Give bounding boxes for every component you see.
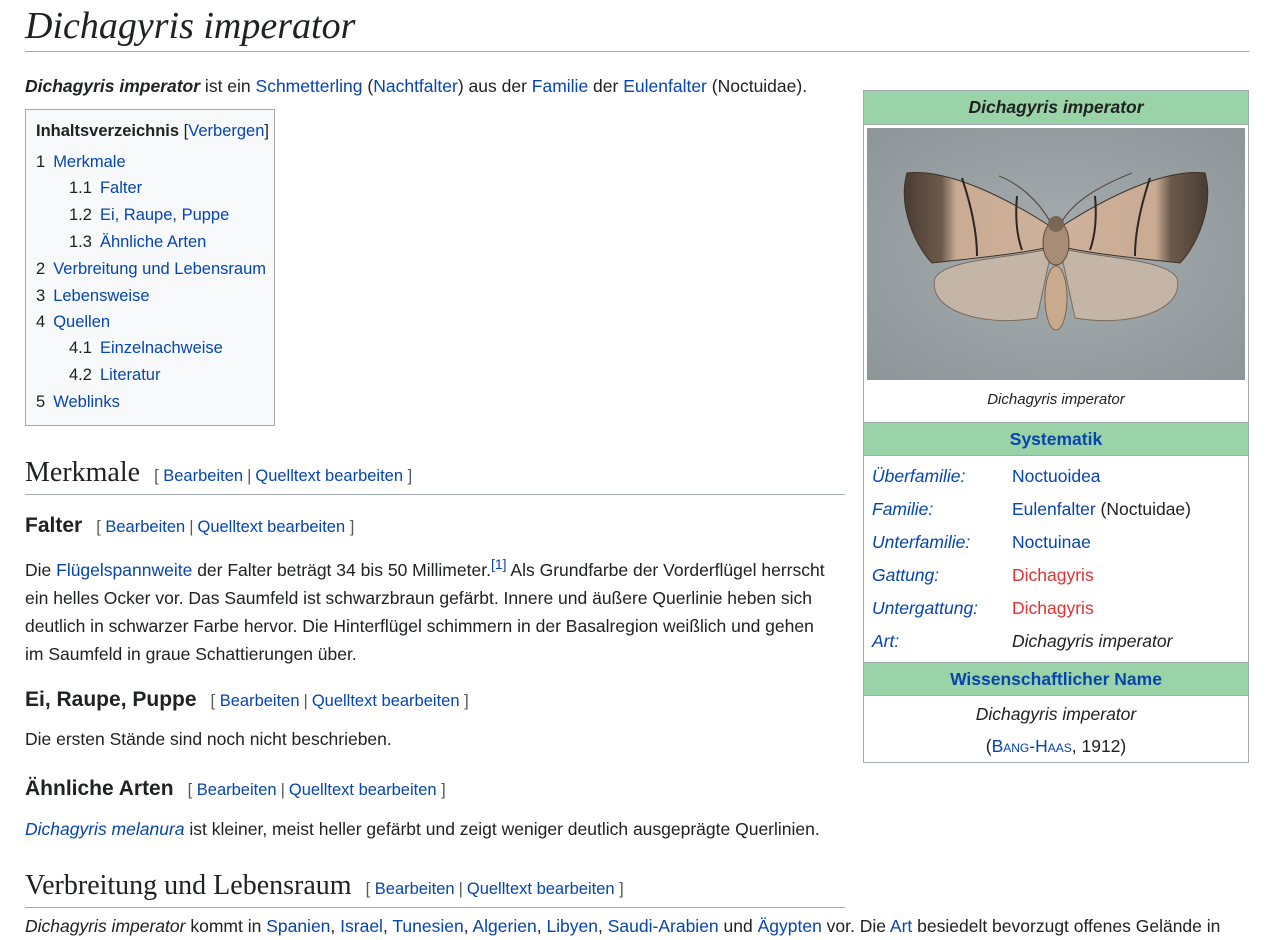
edit-button[interactable]: Bearbeiten [219,692,300,710]
link-fluegelspannweite[interactable]: Flügelspannweite [56,559,193,580]
edit-section-links: [ Bearbeiten | Quelltext bearbeiten ] [96,518,355,536]
intro-bold-name: Dichagyris imperator [25,76,201,96]
toc-toggle-button[interactable]: Verbergen [188,122,265,140]
toc-item-lebensweise[interactable]: 3 Lebensweise [36,287,150,305]
link-libyen[interactable]: Libyen [546,916,599,936]
infobox-title: Dichagyris imperator [864,91,1248,125]
toc-item-ei-raupe-puppe[interactable]: 1.2 Ei, Raupe, Puppe [69,206,230,224]
taxon-row-untergattung: Untergattung: Dichagyris [872,598,1094,618]
link-eulenfalter[interactable]: Eulenfalter [623,76,707,96]
link-schmetterling[interactable]: Schmetterling [255,76,363,96]
toc-item-einzelnachweise[interactable]: 4.1 Einzelnachweise [69,339,223,357]
toc-item-aehnliche-arten[interactable]: 1.3 Ähnliche Arten [69,233,207,251]
link-nachtfalter[interactable]: Nachtfalter [373,76,458,96]
edit-source-button[interactable]: Quelltext bearbeiten [466,880,615,898]
toc-item-literatur[interactable]: 4.2 Literatur [69,366,161,384]
systematik-header[interactable]: Systematik [864,422,1248,456]
taxon-row-ueberfamilie: Überfamilie: Noctuoidea [872,466,1101,486]
edit-button[interactable]: Bearbeiten [163,467,244,485]
heading-aehnliche-arten: Ähnliche Arten [ Bearbeiten | Quelltext bearbeiten ] [25,777,446,800]
edit-source-button[interactable]: Quelltext bearbeiten [311,692,460,710]
scientific-name: Dichagyris imperator [975,704,1137,724]
edit-section-links: [ Bearbeiten | Quelltext bearbeiten ] [210,692,469,710]
toc-item-verbreitung[interactable]: 2 Verbreitung und Lebensraum [36,260,267,278]
intro-paragraph: Dichagyris imperator ist ein Schmetterling (Nachtfalter) aus der Familie der Eulenfalter (Noctuidae). [25,76,808,96]
edit-source-button[interactable]: Quelltext bearbeiten [288,781,437,799]
link-dichagyris-melanura[interactable]: Dichagyris melanura [25,819,185,839]
heading-verbreitung: Verbreitung und Lebensraum [ Bearbeiten | Quelltext bearbeiten ] [25,868,845,908]
author-citation: (Bang-Haas, 1912) [985,736,1127,756]
link-israel[interactable]: Israel [340,916,383,936]
toc-title: Inhaltsverzeichnis [Verbergen] [36,122,269,140]
ei-paragraph: Die ersten Stände sind noch nicht beschrieben. [25,729,392,749]
edit-button[interactable]: Bearbeiten [196,781,277,799]
link-spanien[interactable]: Spanien [266,916,331,936]
reference-link[interactable]: [1] [490,556,507,572]
link-art[interactable]: Art [889,916,913,936]
link-tunesien[interactable]: Tunesien [392,916,464,936]
page-title: Dichagyris imperator [25,2,1249,52]
edit-section-links: [ Bearbeiten | Quelltext bearbeiten ] [154,467,413,485]
toc-item-merkmale[interactable]: 1 Merkmale [36,153,126,171]
edit-section-links: [ Bearbeiten | Quelltext bearbeiten ] [365,880,624,898]
taxon-row-familie: Familie: Eulenfalter (Noctuidae) [872,499,1191,519]
heading-falter: Falter [ Bearbeiten | Quelltext bearbeiten ] [25,514,355,537]
moth-illustration [867,128,1245,380]
heading-ei-raupe-puppe: Ei, Raupe, Puppe [ Bearbeiten | Quelltext bearbeiten ] [25,688,469,711]
table-of-contents [25,109,275,426]
taxon-row-art: Art: Dichagyris imperator [872,631,1173,651]
toc-item-quellen[interactable]: 4 Quellen [36,313,111,331]
falter-paragraph: Die Flügelspannweite der Falter beträgt 34 bis 50 Millimeter.[1] Als Grundfarbe der Vorderflügel herrscht ein helles Ocker vor. Das Saumfeld ist schwarzbraun gefärbt. Innere und äußere Querlinie heben sich deutlich in schwarzer Farbe hervor. Die Hinterflügel schimmern in der Basalregion weißlich und gehen im Saumfeld in graue Schattierungen über. [25,556,825,664]
edit-source-button[interactable]: Quelltext bearbeiten [255,467,404,485]
heading-merkmale: Merkmale [ Bearbeiten | Quelltext bearbeiten ] [25,455,845,495]
taxon-row-gattung: Gattung: Dichagyris [872,565,1094,585]
edit-section-links: [ Bearbeiten | Quelltext bearbeiten ] [187,781,446,799]
link-familie[interactable]: Familie [531,76,589,96]
wissenschaftlicher-name-header[interactable]: Wissenschaftlicher Name [864,662,1248,696]
link-bang-haas[interactable]: Bang-Haas [991,736,1072,756]
verbreitung-paragraph: Dichagyris imperator kommt in Spanien, Israel, Tunesien, Algerien, Libyen, Saudi-Arabien und Ägypten vor. Die Art besiedelt bevorzugt offenes Gelände in [25,916,1221,936]
link-saudi-arabien[interactable]: Saudi-Arabien [607,916,719,936]
link-algerien[interactable]: Algerien [472,916,537,936]
toc-item-falter[interactable]: 1.1 Falter [69,179,143,197]
toc-item-weblinks[interactable]: 5 Weblinks [36,393,120,411]
moth-image[interactable] [867,128,1245,380]
edit-source-button[interactable]: Quelltext bearbeiten [197,518,346,536]
taxobox [863,90,1249,763]
link-aegypten[interactable]: Ägypten [757,916,822,936]
edit-button[interactable]: Bearbeiten [374,880,455,898]
image-caption: Dichagyris imperator [987,391,1125,408]
edit-button[interactable]: Bearbeiten [105,518,186,536]
aehnlich-paragraph: Dichagyris melanura ist kleiner, meist heller gefärbt und zeigt weniger deutlich ausgeprägte Querlinien. [25,819,820,839]
taxon-row-unterfamilie: Unterfamilie: Noctuinae [872,532,1091,552]
